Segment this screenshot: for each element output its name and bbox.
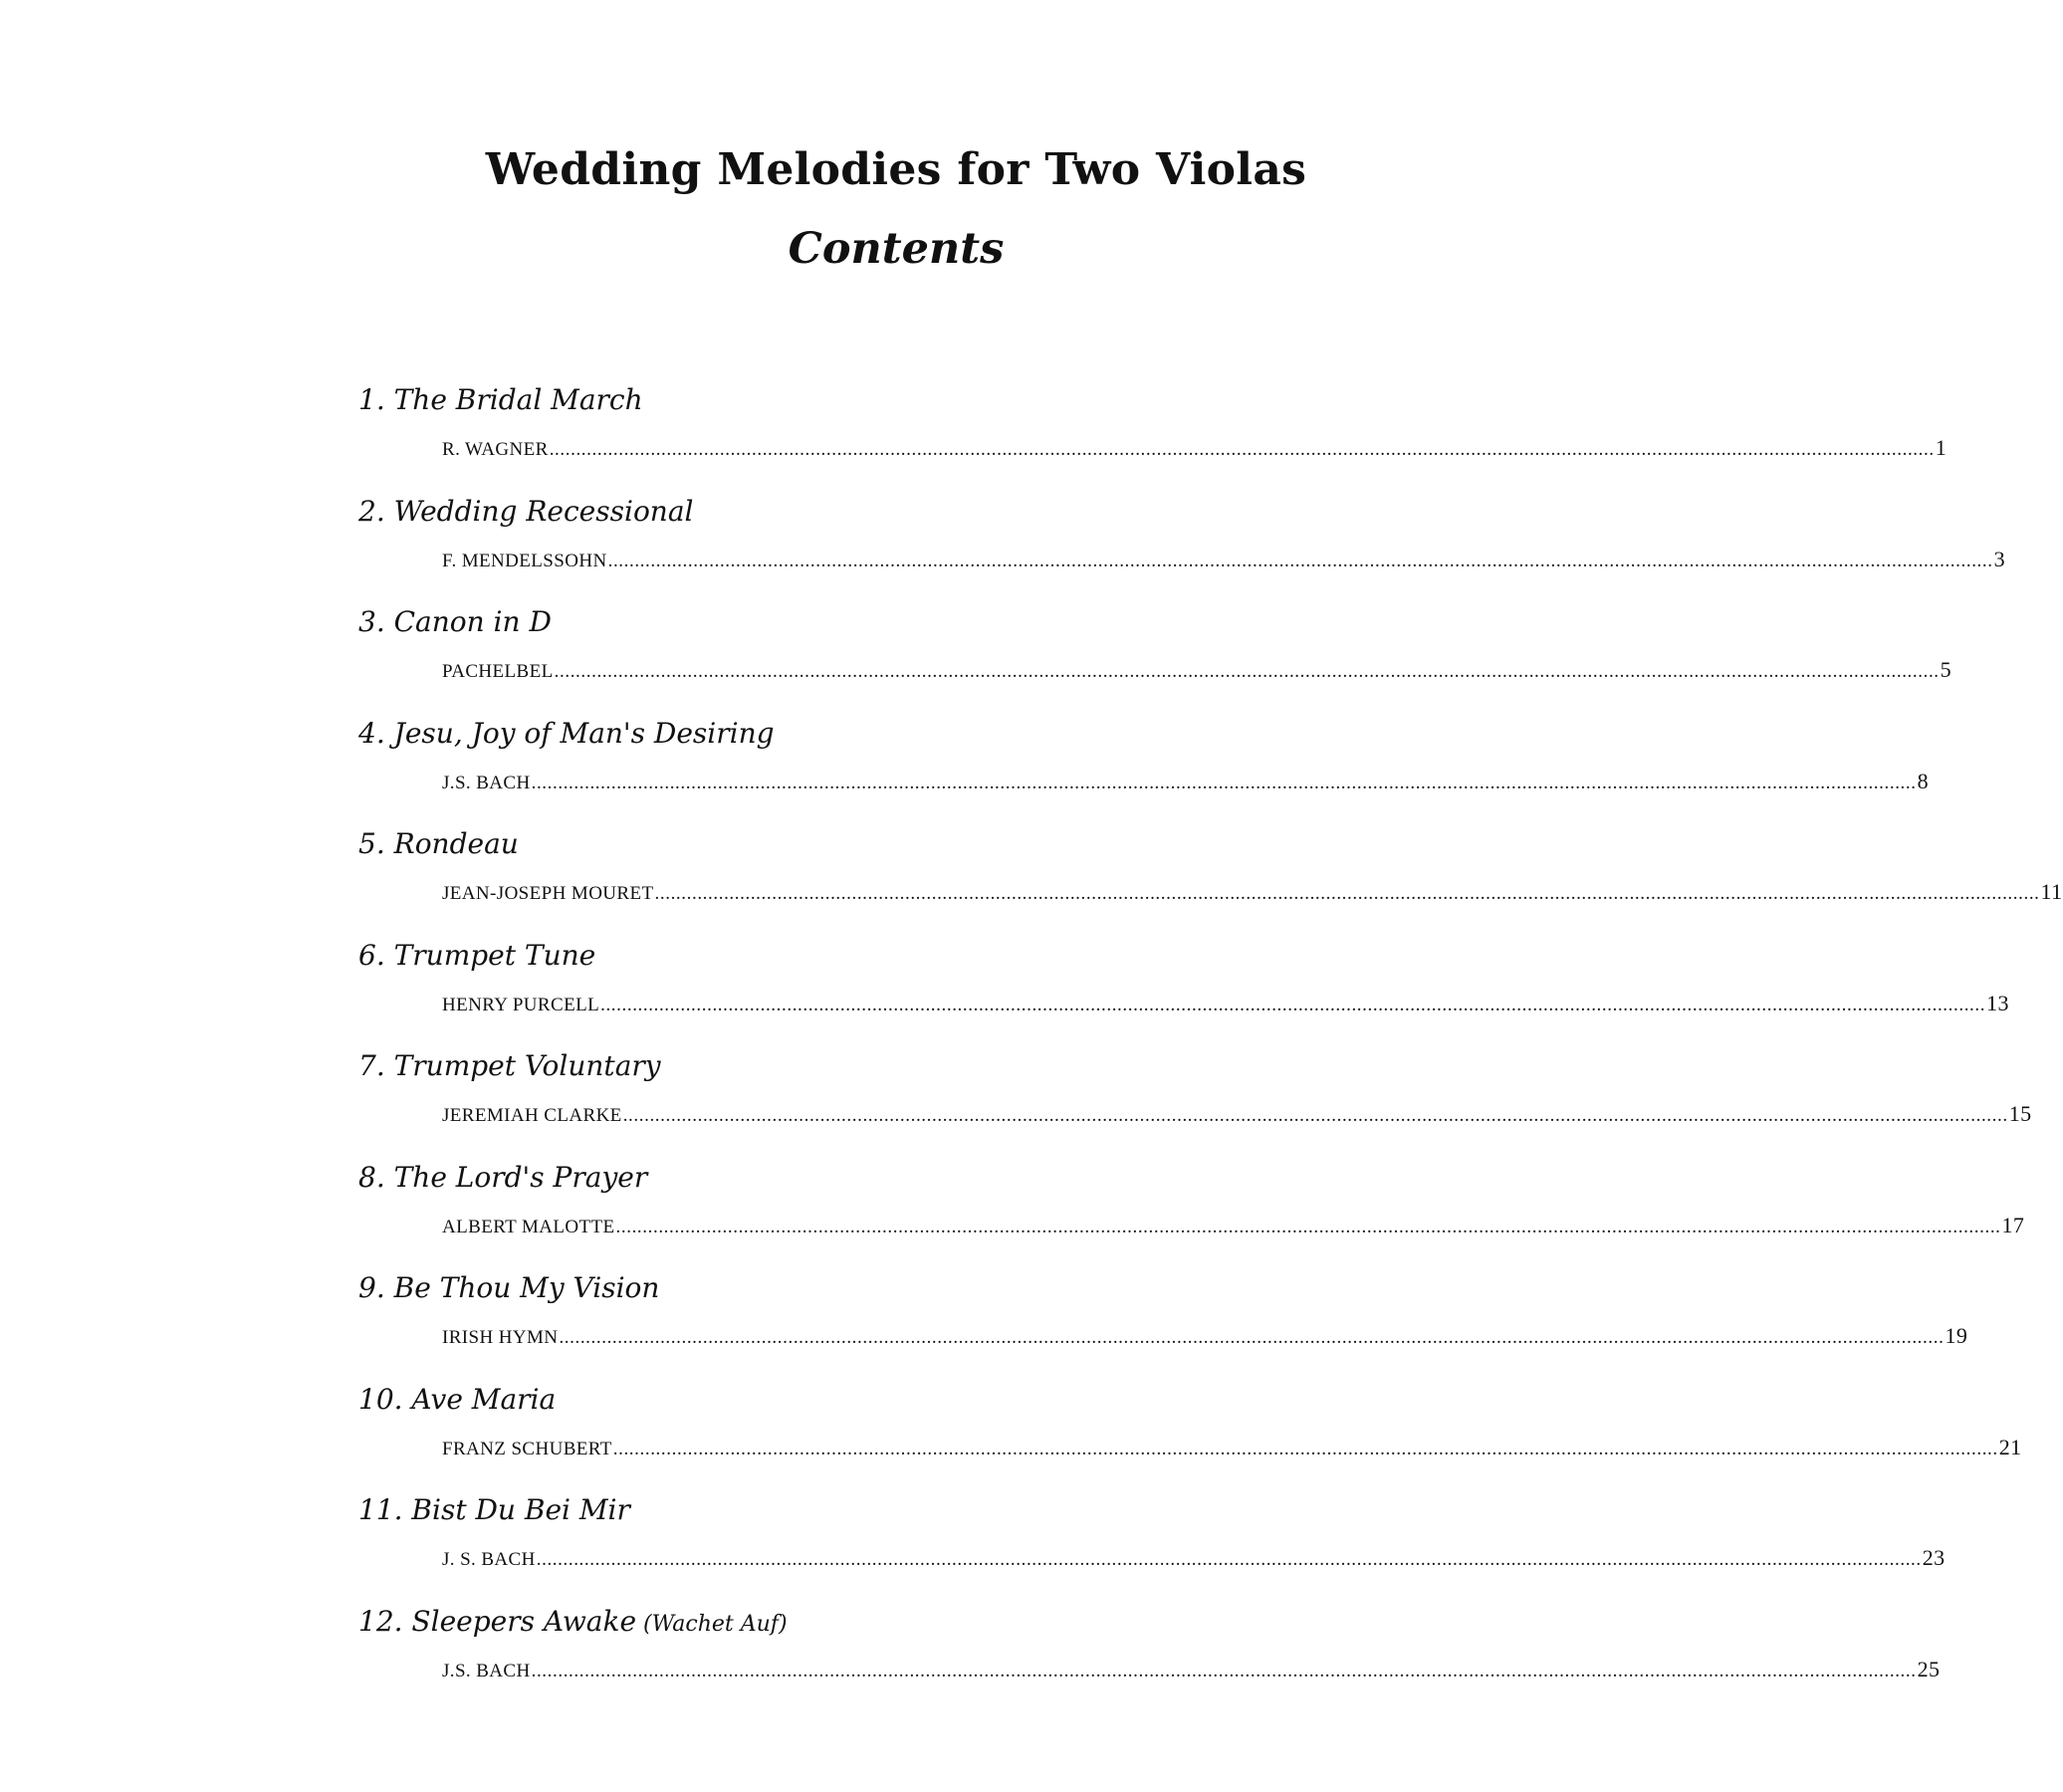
toc-entry-line xyxy=(442,1212,2025,1238)
toc-entry-composer: JEAN-JOSEPH MOURET xyxy=(442,883,654,904)
toc-entry-composer: J.S. BACH xyxy=(442,1660,531,1681)
toc-entry-page-number: 8 xyxy=(1917,768,1930,793)
page-title: Wedding Melodies for Two Violas xyxy=(485,144,1307,195)
toc-entry xyxy=(0,383,1948,495)
toc-entry-composer: HENRY PURCELL xyxy=(442,994,600,1015)
toc-entry-title xyxy=(358,939,595,972)
toc-entry-title xyxy=(358,1161,647,1194)
toc-entry-composer: J.S. BACH xyxy=(442,772,531,793)
toc-entry-title xyxy=(358,1383,556,1416)
toc-entry-composer: J. S. BACH xyxy=(442,1549,536,1570)
toc-entry-title xyxy=(358,717,775,750)
dot-leader: .................................................................................................................................................................................................................................................................... xyxy=(607,550,1993,571)
dot-leader: .................................................................................................................................................................................................................................................................... xyxy=(622,1105,2008,1126)
toc-entry-title-note: (Wachet Auf) xyxy=(636,1611,788,1637)
toc-entry-composer: R. WAGNER xyxy=(442,439,549,460)
toc-entry-title-text: 7. Trumpet Voluntary xyxy=(358,1049,661,1082)
toc-entry-page-number: 5 xyxy=(1940,657,1952,682)
dot-leader: .................................................................................................................................................................................................................................................................... xyxy=(654,883,2040,904)
dot-leader: .................................................................................................................................................................................................................................................................... xyxy=(549,439,1935,460)
toc-entry-line xyxy=(442,990,2009,1016)
toc-entry-line xyxy=(442,657,1952,683)
toc-entry-title-text: 10. Ave Maria xyxy=(358,1382,557,1416)
dot-leader: .................................................................................................................................................................................................................................................................... xyxy=(531,772,1917,793)
toc-entry xyxy=(0,1604,1941,1716)
dot-leader: .................................................................................................................................................................................................................................................................... xyxy=(559,1327,1945,1348)
toc-entry xyxy=(0,1382,2022,1494)
toc-entry-line xyxy=(442,1323,1968,1349)
toc-entry xyxy=(0,716,1930,828)
toc-entry-line xyxy=(442,768,1930,794)
toc-entry-page-number: 17 xyxy=(2001,1212,2025,1237)
toc-entry-title xyxy=(358,1605,788,1638)
toc-entry xyxy=(0,494,2006,606)
toc-entry-composer: F. MENDELSSOHN xyxy=(442,550,607,571)
toc-entry-title-text: 5. Rondeau xyxy=(358,827,519,860)
toc-entry-line xyxy=(442,435,1948,461)
toc-entry-title-text: 11. Bist Du Bei Mir xyxy=(358,1493,630,1526)
toc-entry xyxy=(0,605,1952,717)
toc-entry-title xyxy=(358,1049,661,1082)
toc-entry-line xyxy=(442,1434,2022,1460)
contents-heading: Contents xyxy=(788,224,1005,274)
dot-leader: .................................................................................................................................................................................................................................................................... xyxy=(615,1216,2001,1237)
toc-entry-title-text: 12. Sleepers Awake xyxy=(358,1604,637,1638)
toc-entry-page-number: 13 xyxy=(1986,990,2009,1015)
toc-entry-page-number: 3 xyxy=(1993,546,2006,571)
toc-entry-title-text: 9. Be Thou My Vision xyxy=(358,1271,660,1304)
toc-entry-title xyxy=(358,1271,659,1304)
toc-entry-page-number: 19 xyxy=(1945,1323,1968,1348)
dot-leader: .................................................................................................................................................................................................................................................................... xyxy=(612,1438,1998,1459)
toc-entry-title xyxy=(358,827,519,860)
dot-leader: .................................................................................................................................................................................................................................................................... xyxy=(600,994,1986,1015)
toc-entry xyxy=(0,938,2009,1050)
toc-entry-composer: FRANZ SCHUBERT xyxy=(442,1438,612,1459)
toc-entry xyxy=(0,1049,2032,1161)
toc-entry-page-number: 1 xyxy=(1935,435,1948,460)
toc-entry-title xyxy=(358,605,552,638)
toc-entry-title xyxy=(358,495,693,528)
toc-entry xyxy=(0,1271,1968,1383)
toc-entry-composer: IRISH HYMN xyxy=(442,1327,559,1348)
toc-entry-page-number: 15 xyxy=(2008,1101,2032,1126)
toc-entry xyxy=(0,827,2063,939)
toc-entry-title-text: 4. Jesu, Joy of Man's Desiring xyxy=(358,716,775,750)
toc-entry xyxy=(0,1160,2025,1272)
toc-entry xyxy=(0,1493,1946,1605)
toc-entry-title-text: 1. The Bridal March xyxy=(358,383,643,416)
toc-entry-line xyxy=(442,1656,1941,1682)
toc-entry-title-text: 3. Canon in D xyxy=(358,605,552,638)
dot-leader: .................................................................................................................................................................................................................................................................... xyxy=(554,661,1940,682)
toc-entry-page-number: 11 xyxy=(2040,879,2063,904)
toc-entry-page-number: 23 xyxy=(1922,1545,1946,1570)
toc-entry-line xyxy=(442,879,2063,905)
toc-entry-line xyxy=(442,1101,2032,1127)
toc-entry-title xyxy=(358,1493,630,1526)
toc-entry-title-text: 8. The Lord's Prayer xyxy=(358,1160,648,1194)
toc-entry-composer: JEREMIAH CLARKE xyxy=(442,1105,622,1126)
toc-entry-title-text: 6. Trumpet Tune xyxy=(358,938,596,972)
toc-entry-line xyxy=(442,1545,1946,1571)
toc-entry-title-text: 2. Wedding Recessional xyxy=(358,494,694,528)
toc-entry-line xyxy=(442,546,2006,572)
toc-entry-title xyxy=(358,383,643,416)
toc-entry-page-number: 25 xyxy=(1917,1656,1941,1681)
dot-leader: .................................................................................................................................................................................................................................................................... xyxy=(531,1660,1917,1681)
toc-entry-composer: PACHELBEL xyxy=(442,661,554,682)
dot-leader: .................................................................................................................................................................................................................................................................... xyxy=(536,1549,1922,1570)
toc-entry-page-number: 21 xyxy=(1998,1434,2022,1459)
toc-entry-composer: ALBERT MALOTTE xyxy=(442,1216,615,1237)
